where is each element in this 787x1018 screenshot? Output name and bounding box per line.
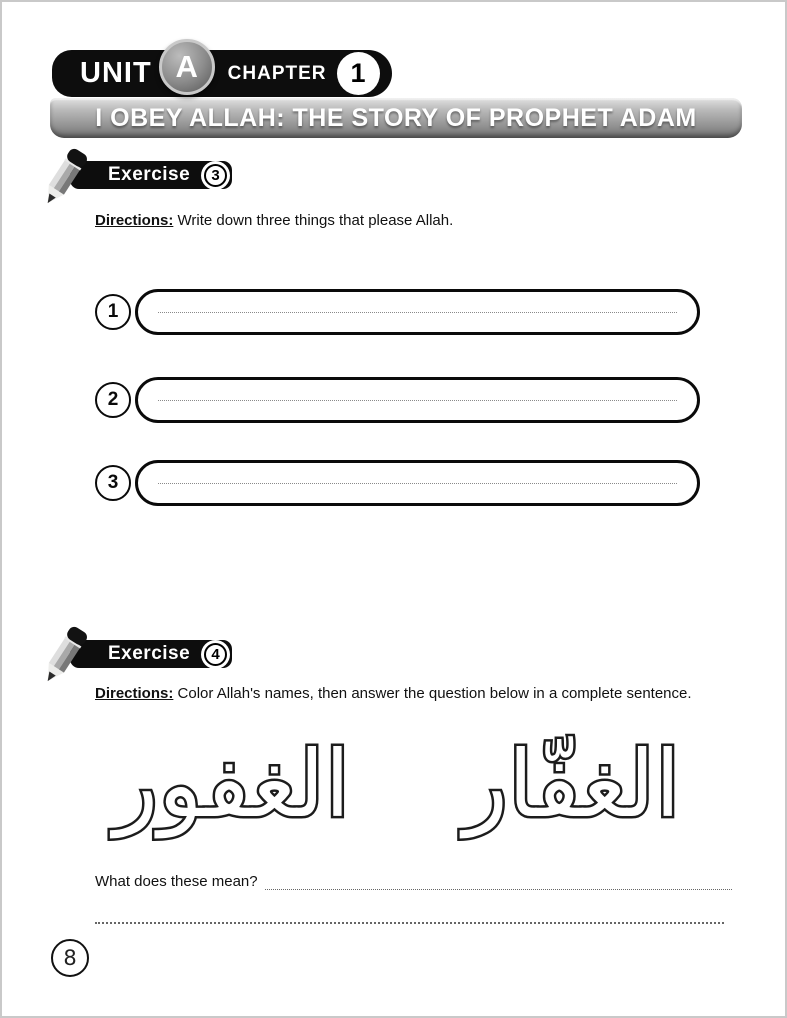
page-number-badge: 8 (51, 939, 89, 977)
exercise-3-number-badge: 3 (204, 164, 227, 187)
arabic-name-al-ghafoor[interactable] (72, 698, 392, 866)
directions-label: Directions: (95, 212, 174, 229)
unit-label: UNIT (80, 57, 152, 89)
write-in-dots (158, 312, 677, 313)
exercise-3-directions (95, 212, 453, 229)
exercise-4-banner (70, 640, 232, 668)
chapter-title: I OBEY ALLAH: THE STORY OF PROPHET ADAM (95, 103, 697, 132)
chapter-number-badge: 1 (337, 52, 380, 95)
answer-number-1: 1 (95, 294, 131, 330)
directions-text: Color Allah's names, then answer the question below in a complete sentence. (177, 685, 692, 702)
write-in-dots (158, 400, 677, 401)
answer-number-3: 3 (95, 465, 131, 501)
answer-field-2[interactable] (135, 377, 700, 423)
exercise-4-label: Exercise (108, 643, 191, 664)
answer-dots-line-1[interactable] (265, 876, 732, 890)
svg-text:الغفور: الغفور (113, 731, 351, 838)
arabic-name-al-ghaffar[interactable] (412, 698, 732, 866)
arabic-names-row (72, 698, 732, 866)
answer-number-2: 2 (95, 382, 131, 418)
exercise-4-number-badge: 4 (204, 643, 227, 666)
unit-chapter-banner (52, 50, 392, 97)
directions-label: Directions: (95, 685, 174, 702)
exercise-3-banner (70, 161, 232, 189)
svg-text:الغفّار: الغفّار (463, 731, 681, 838)
chapter-title-banner (50, 98, 742, 138)
write-in-dots (158, 483, 677, 484)
pencil-icon (38, 146, 90, 210)
directions-text: Write down three things that please Allah. (177, 212, 454, 229)
unit-letter-badge: A (159, 39, 215, 95)
chapter-label: CHAPTER (227, 62, 327, 84)
pencil-icon (38, 624, 90, 688)
answer-dots-line-2[interactable] (95, 912, 724, 924)
meaning-question-row (95, 873, 732, 890)
answer-field-1[interactable] (135, 289, 700, 335)
meaning-question: What does these mean? (95, 873, 258, 890)
answer-field-3[interactable] (135, 460, 700, 506)
exercise-3-label: Exercise (108, 164, 191, 185)
